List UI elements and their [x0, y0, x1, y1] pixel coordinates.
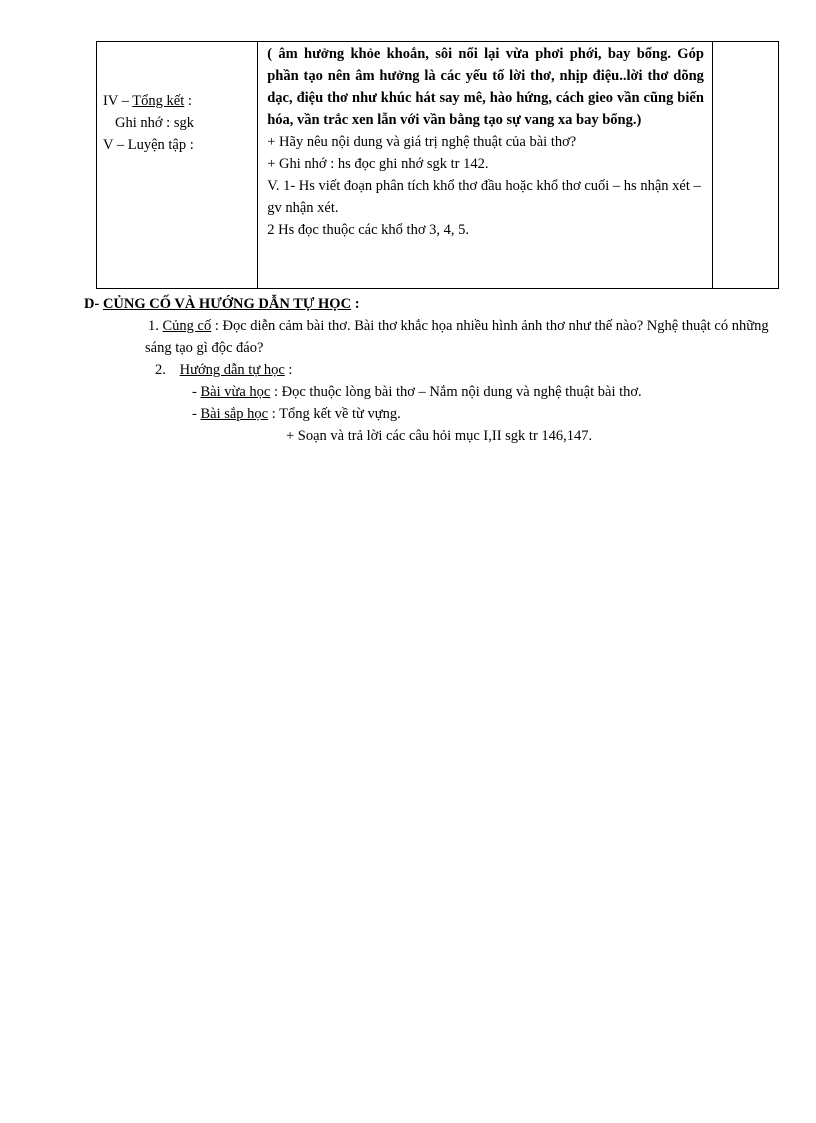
item-v: V – Luyện tập : [103, 137, 194, 153]
item-iv-title: Tổng kết [132, 93, 185, 109]
guidance-extra: + Soạn và trả lời các câu hỏi mục I,II sgk tr 146,147. [286, 428, 593, 444]
practice-line: V. 1- Hs viết đoạn phân tích khổ thơ đầu hoặc khổ thơ cuối – hs nhận xét – gv nhận xét. [267, 178, 701, 216]
section-d-heading: D- CỦNG CỐ VÀ HƯỚNG DẪN TỰ HỌC : [84, 296, 360, 312]
guidance-heading: 2. Hướng dẫn tự học : [155, 362, 293, 378]
question-line: + Hãy nêu nội dung và giá trị nghệ thuật của bài thơ? [267, 134, 577, 150]
consolidation-paragraph: 1. Củng cố : Đọc diễn cảm bài thơ. Bài thơ khắc họa nhiều hình ảnh thơ như thế nào? Nghệ thuật có những sáng tạo gì độc đáo? [145, 318, 769, 356]
right-cell [712, 42, 778, 289]
left-cell [97, 42, 258, 289]
section-d-title: CỦNG CỐ VÀ HƯỚNG DẪN TỰ HỌC [102, 296, 352, 312]
guidance-label: Hướng dẫn tự học [179, 362, 285, 378]
memorize-line: 2 Hs đọc thuộc các khổ thơ 3, 4, 5. [267, 222, 470, 238]
note-line: + Ghi nhớ : hs đọc ghi nhớ sgk tr 142. [267, 156, 489, 172]
guidance-item-current: - Bài vừa học : Đọc thuộc lòng bài thơ – Nắm nội dung và nghệ thuật bài thơ. [192, 384, 642, 400]
guidance-item-next: - Bài sắp học : Tổng kết về từ vựng. [192, 406, 401, 422]
summary-paragraph: ( âm hưởng khỏe khoắn, sôi nổi lại vừa phơi phới, bay bổng. Góp phần tạo nên âm hưởng là các yếu tố lời thơ, nhịp điệu..lời thơ dõng dạc, điệu thơ như khúc hát say mê, hào hứng, cách gieo vần cũng biến hóa, vần trắc xen lẫn với vần bằng tạo sự vang xa bay bổng.) [267, 46, 704, 128]
note-sgk: Ghi nhớ : sgk [115, 115, 194, 131]
item-iv: IV – Tổng kết : [103, 93, 192, 109]
consolidation-label: Củng cố [162, 318, 212, 334]
next-lesson-label: Bài sắp học [200, 406, 269, 422]
lesson-table [96, 41, 779, 289]
table-row [97, 42, 779, 289]
middle-cell [258, 42, 713, 289]
section-d [84, 293, 774, 447]
current-lesson-label: Bài vừa học [200, 384, 271, 400]
